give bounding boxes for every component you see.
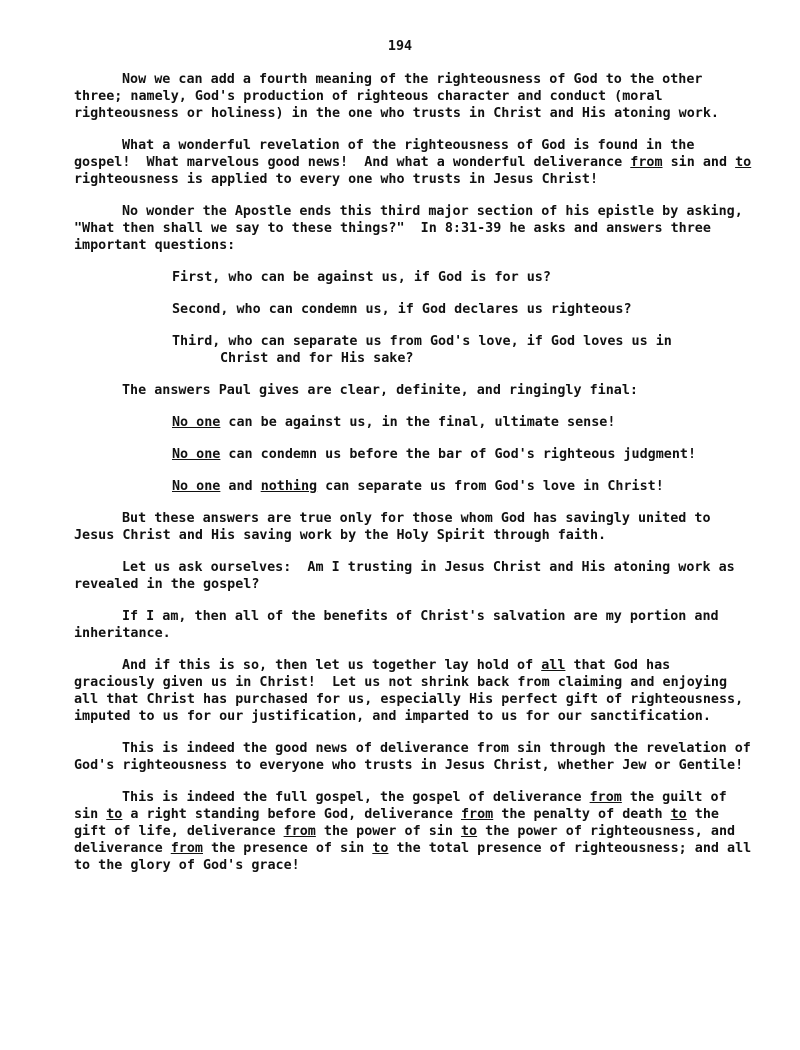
text-run: sin and <box>662 155 736 170</box>
text-run: can separate us from God's love in Christ! <box>317 479 664 494</box>
paragraph-lay-hold <box>74 657 754 725</box>
underlined-no-one: No one <box>172 447 221 462</box>
text-run: the power of sin <box>315 824 461 839</box>
underlined-to: to <box>372 841 389 856</box>
underlined-to: to <box>735 155 752 170</box>
question-third <box>172 333 754 367</box>
paragraph-wonderful-revelation <box>74 137 760 188</box>
underlined-from: from <box>630 155 663 170</box>
text-run: Christ and for His sake? <box>220 351 414 366</box>
text-run: the penalty of death <box>493 807 671 822</box>
text-run: Third, who can separate us from God's love, if God loves us in <box>172 334 672 349</box>
paragraph-full-gospel <box>74 789 760 874</box>
text-run: a right standing before God, deliverance <box>122 807 461 822</box>
text-run: righteousness is applied to every one who trusts in Jesus Christ! <box>74 155 760 187</box>
underlined-to: to <box>106 807 123 822</box>
underlined-to: to <box>670 807 687 822</box>
text-run: the guilt of sin <box>74 790 735 822</box>
paragraph-if-i-am: If I am, then all of the benefits of Christ's salvation are my portion and inheritance. <box>74 609 727 641</box>
question-second: Second, who can condemn us, if God declares us righteous? <box>172 302 632 317</box>
page-number: 194 <box>387 39 413 54</box>
paragraph-answers-true: But these answers are true only for those whom God has savingly united to Jesus Christ and His saving work by the Holy Spirit through faith. <box>74 511 719 543</box>
question-first: First, who can be against us, if God is for us? <box>172 270 551 285</box>
underlined-nothing: nothing <box>260 479 318 494</box>
questions-list <box>172 269 754 367</box>
paragraph-ask-ourselves: Let us ask ourselves: Am I trusting in Jesus Christ and His atoning work as revealed in the gospel? <box>74 560 743 592</box>
answers-list <box>172 414 754 495</box>
paragraph-good-news: This is indeed the good news of deliverance from sin through the revelation of God's righteousness to everyone who trusts in Jesus Christ, whether Jew or Gentile! <box>74 741 759 773</box>
text-run: the total presence of righteousness; and all to the glory of God's grace! <box>74 841 760 873</box>
document-body <box>74 71 760 889</box>
answer-third <box>172 478 754 495</box>
text-run: the gift of life, deliverance <box>74 807 728 839</box>
underlined-from: from <box>460 807 494 822</box>
text-run: And if this is so, then let us together lay hold of <box>122 658 542 673</box>
underlined-all: all <box>541 658 566 673</box>
paragraph-fourth-meaning: Now we can add a fourth meaning of the righteousness of God to the other three; namely, God's production of righteous character and conduct (moral righteousness or holiness) in the one who trusts in Christ and His atoning work. <box>74 72 719 121</box>
underlined-from: from <box>283 824 316 839</box>
underlined-no-one: No one <box>172 415 221 430</box>
text-run: What a wonderful revelation of the righteousness of God is found in the gospel! What marvelous good news! And what a wonderful deliverance <box>74 138 703 170</box>
underlined-from: from <box>170 841 203 856</box>
underlined-no-one: No one <box>172 479 221 494</box>
text-run: and <box>220 479 261 494</box>
answers-intro: The answers Paul gives are clear, definite, and ringingly final: <box>122 383 638 398</box>
answer-first <box>172 414 754 431</box>
underlined-from: from <box>589 790 622 805</box>
text-run: can be against us, in the final, ultimate sense! <box>220 415 616 430</box>
text-run: This is indeed the full gospel, the gospel of deliverance <box>122 790 590 805</box>
answer-second <box>172 446 754 463</box>
text-run: the presence of sin <box>203 841 373 856</box>
paragraph-apostle-asks: No wonder the Apostle ends this third major section of his epistle by asking, "What then shall we say to these things?" In 8:31-39 he asks and answers three important questions: <box>74 204 751 253</box>
text-run: the power of righteousness, and deliverance <box>74 824 744 856</box>
text-run: that God has graciously given us in Christ! Let us not shrink back from claiming and enjoying all that Christ has purchased for us, especially His perfect gift of righteousness, imputed to us for our justification, and imparted to us for our sanctification. <box>74 658 752 724</box>
underlined-to: to <box>460 824 478 839</box>
text-run: can condemn us before the bar of God's righteous judgment! <box>220 447 697 462</box>
